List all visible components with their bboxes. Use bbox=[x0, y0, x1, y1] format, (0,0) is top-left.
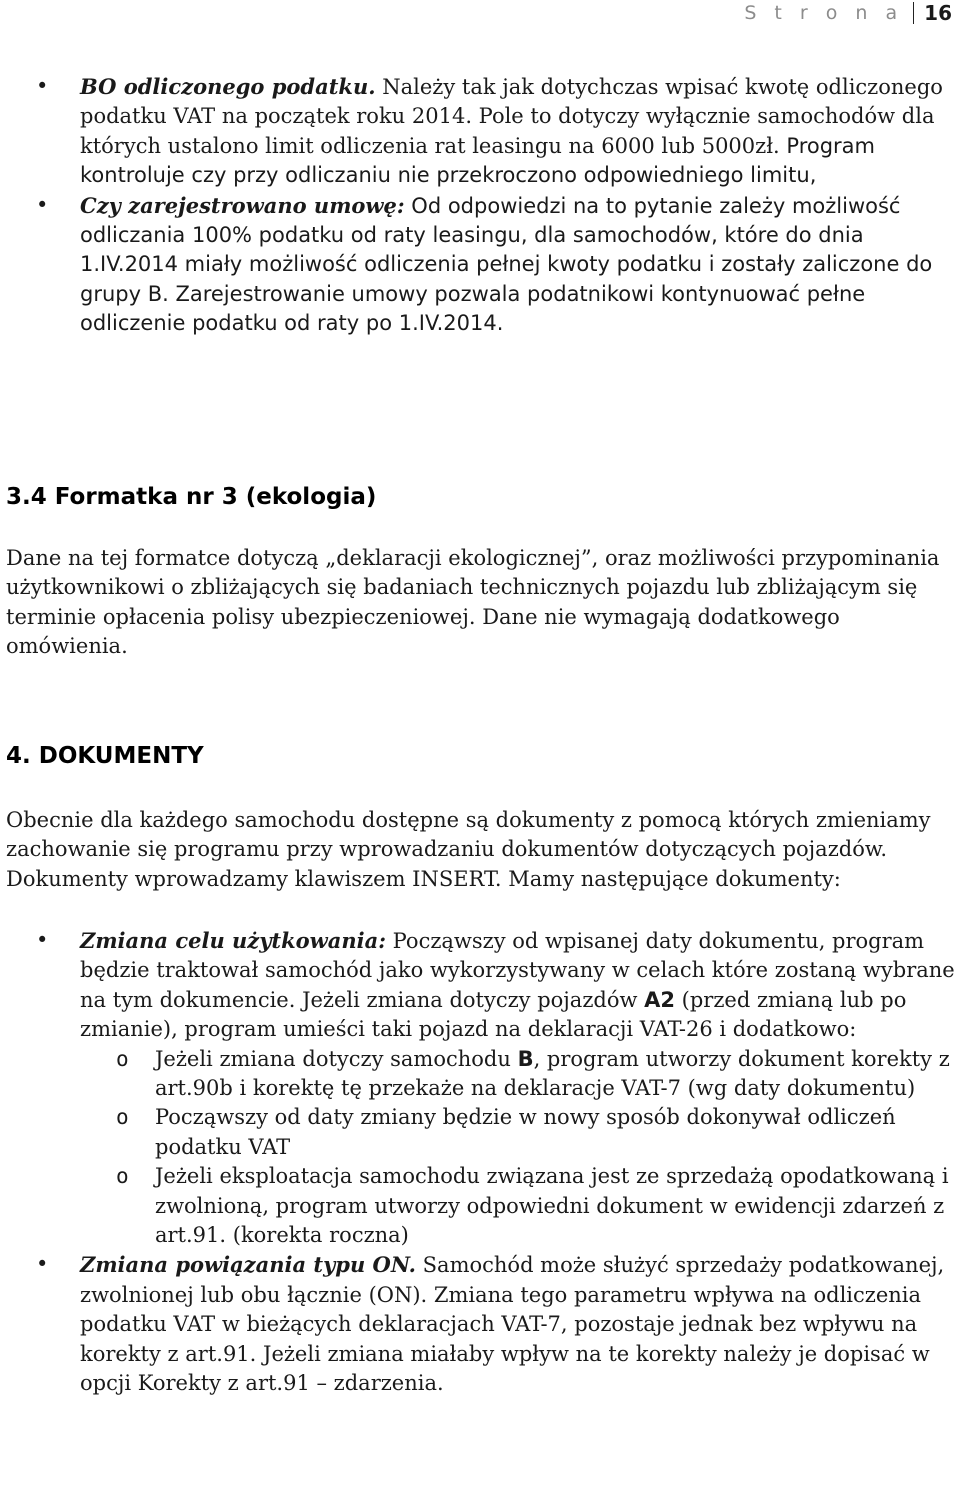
list-item bbox=[0, 926, 960, 1250]
bullet-list bbox=[0, 72, 960, 339]
sub-list-item bbox=[80, 1162, 960, 1250]
item-term: Czy zarejestrowano umowę: bbox=[80, 192, 405, 218]
document-bullets bbox=[0, 926, 960, 1399]
top-bullets bbox=[0, 72, 960, 339]
sub-item-text: , program utworzy dokument korekty z art.90b i korektę tę przekaże na deklaracje VAT-7 (wg daty dokumentu) bbox=[155, 1046, 950, 1101]
section-heading-ekologia: 3.4 Formatka nr 3 (ekologia) bbox=[6, 484, 377, 510]
item-text: (przed zmianą lub po zmianie), program umieści taki pojazd na deklaracji VAT-26 i dodatkowo: bbox=[80, 987, 907, 1042]
list-item bbox=[0, 72, 960, 191]
paragraph-ekologia: Dane na tej formatce dotyczą „deklaracji ekologicznej”, oraz możliwości przypominania użytkownikowi o zbliżających się badaniach technicznych pojazdu lub zbliżającym się terminie opłacenia polisy ubezpieczeniowej. Dane nie wymagają dodatkowego omówienia. bbox=[6, 546, 940, 659]
page-label: S t r o n a bbox=[744, 2, 904, 24]
sub-item-text: Począwszy od daty zmiany będzie w nowy sposób dokonywał odliczeń podatku VAT bbox=[155, 1105, 896, 1159]
paragraph-dokumenty: Obecnie dla każdego samochodu dostępne są dokumenty z pomocą których zmieniamy zachowanie się programu przy wprowadzaniu dokumentów dotyczących pojazdów. Dokumenty wprowadzamy klawiszem INSERT. Mamy następujące dokumenty: bbox=[6, 808, 931, 891]
item-text: Począwszy od wpisanej daty dokumentu, program będzie traktował samochód jako wykorzystywany w celach które zostaną wybrane na tym dokumencie. Jeżeli zmiana dotyczy pojazdów bbox=[80, 929, 955, 1012]
bullet-list bbox=[0, 926, 960, 1399]
page-number: 16 bbox=[913, 2, 952, 24]
item-text-sans: Od odpowiedzi na to pytanie zależy możliwość odliczania 100% podatku od raty leasingu, dla samochodów, które do dnia 1.IV.2014 miały możliwość odliczenia pełnej kwoty podatku i zostały zaliczone do grupy B. Zarejestrowanie umowy pozwala podatnikowi kontynuować pełne odliczenie podatku od raty po 1.IV.2014. bbox=[80, 193, 933, 336]
sub-item-code: B bbox=[517, 1046, 534, 1071]
sub-list-item bbox=[80, 1045, 960, 1104]
list-item bbox=[0, 1250, 960, 1398]
item-text: Należy tak jak dotychczas wpisać kwotę odliczonego podatku VAT na początek roku 2014. Pole to dotyczy wyłącznie samochodów dla których ustalono limit odliczenia rat leasingu na 6000 lub 5000zł. bbox=[80, 75, 943, 158]
list-item bbox=[0, 191, 960, 339]
item-text: Samochód może służyć sprzedaży podatkowanej, zwolnionej lub obu łącznie (ON). Zmiana tego parametru wpływa na odliczenia podatku VAT w bieżących deklaracjach VAT-7, pozostaje jednak bez wpływu na korekty z art.91. Jeżeli zmiana miałaby wpływ na te korekty należy je dopisać w opcji Korekty z art.91 – zdarzenia. bbox=[80, 1253, 945, 1396]
item-term: Zmiana powiązania typu ON. bbox=[80, 1252, 416, 1278]
sub-list bbox=[80, 1045, 960, 1251]
item-text-sans: Program kontroluje czy przy odliczaniu nie przekroczono odpowiedniego limitu, bbox=[80, 133, 875, 188]
sub-item-text: Jeżeli zmiana dotyczy samochodu bbox=[155, 1046, 518, 1071]
item-code: A2 bbox=[644, 987, 675, 1012]
sub-item-text: Jeżeli eksploatacja samochodu związana jest ze sprzedażą opodatkowaną i zwolnioną, program utworzy odpowiedni dokument w ewidencji zdarzeń z art.91. (korekta roczna) bbox=[155, 1164, 949, 1248]
page-header bbox=[744, 0, 952, 26]
section-heading-dokumenty: 4. DOKUMENTY bbox=[6, 743, 204, 769]
item-term: BO odliczonego podatku. bbox=[80, 74, 376, 99]
item-term: Zmiana celu użytkowania: bbox=[80, 928, 386, 953]
sub-list-item bbox=[80, 1103, 960, 1162]
